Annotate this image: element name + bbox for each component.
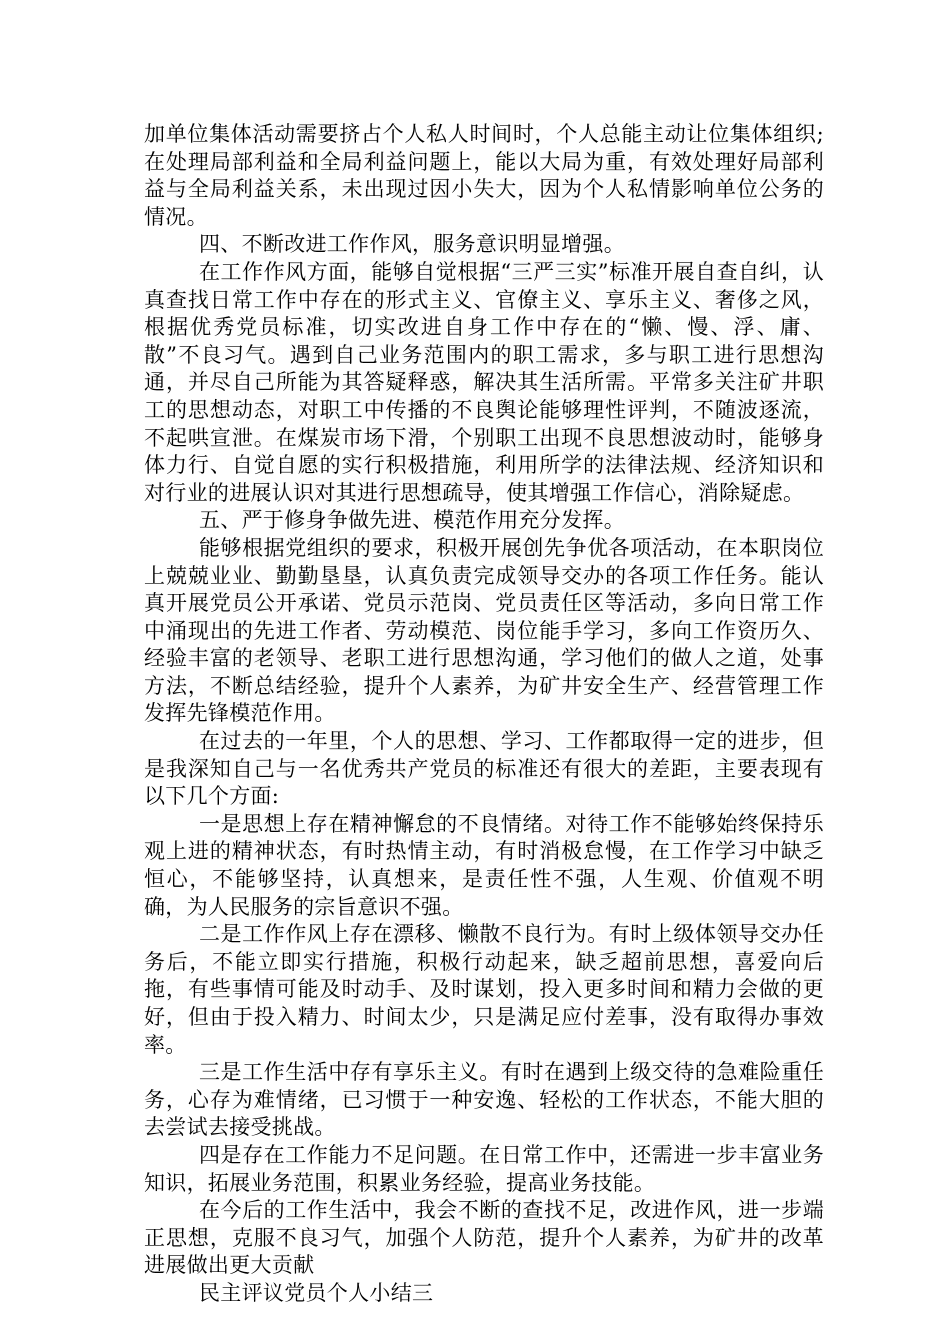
paragraph-shortcoming-3: 三是工作生活中存有享乐主义。有时在遇到上级交待的急难险重任务，心存为难情绪，已习惯于一种安逸、轻松的工作状态，不能大胆的去尝试去接受挑战。 (144, 1060, 824, 1140)
section-heading-work-style: 四、不断改进工作作风，服务意识明显增强。 (199, 232, 625, 257)
paragraph-role-model: 能够根据党组织的要求，积极开展创先争优各项活动，在本职岗位上兢兢业业、勤勤垦垦，认真负责完成领导交办的各项工作任务。能认真开展党员公开承诺、党员示范岗、党员责任区等活动，多向日常工作中涌现出的先进工作者、劳动模范、岗位能手学习，多向工作资历久、经验丰富的老领导、老职工进行思想沟通，学习他们的做人之道，处事方法，不断总结经验，提升个人素养，为矿井安全生产、经营管理工作发挥先锋模范作用。 (144, 535, 824, 726)
section-heading-role-model: 五、严于修身争做先进、模范作用充分发挥。 (199, 508, 625, 533)
next-section-title: 民主评议党员个人小结三 (199, 1280, 434, 1305)
paragraph-shortcomings-intro: 在过去的一年里，个人的思想、学习、工作都取得一定的进步，但是我深知自己与一名优秀共产党员的标准还有很大的差距，主要表现有以下几个方面: (144, 729, 824, 809)
paragraph-shortcoming-2: 二是工作作风上存在漂移、懒散不良行为。有时上级体领导交办任务后，不能立即实行措施，积极行动起来，缺乏超前思想，喜爱向后拖，有些事情可能及时动手、及时谋划，投入更多时间和精力会做的更好，但由于投入精力、时间太少，只是满足应付差事，没有取得办事效率。 (144, 922, 824, 1057)
paragraph-shortcoming-4: 四是存在工作能力不足问题。在日常工作中，还需进一步丰富业务知识，拓展业务范围，积累业务经验，提高业务技能。 (144, 1142, 824, 1195)
paragraph-shortcoming-1: 一是思想上存在精神懈怠的不良情绪。对待工作不能够始终保持乐观上进的精神状态，有时热情主动，有时消极怠慢，在工作学习中缺乏恒心，不能够坚持，认真想来，是责任性不强，人生观、价值观不明确，为人民服务的宗旨意识不强。 (144, 811, 824, 919)
paragraph-continuation: 加单位集体活动需要挤占个人私人时间时，个人总能主动让位集体组织;在处理局部利益和全局利益问题上，能以大局为重，有效处理好局部利益与全局利益关系，未出现过因小失大，因为个人私情影响单位公务的情况。 (144, 122, 824, 229)
document-body (144, 121, 824, 1308)
paragraph-conclusion: 在今后的工作生活中，我会不断的查找不足，改进作风，进一步端正思想，克服不良习气，加强个人防范，提升个人素养，为矿井的改革进展做出更大贡献 (144, 1198, 824, 1278)
paragraph-work-style: 在工作作风方面，能够自觉根据“三严三实”标准开展自查自纠，认真查找日常工作中存在的形式主义、官僚主义、享乐主义、奢侈之风，根据优秀党员标准，切实改进自身工作中存在的“懒、慢、浮、庸、散”不良习气。遇到自己业务范围内的职工需求，多与职工进行思想沟通，并尽自己所能为其答疑释惑，解决其生活所需。平常多关注矿井职工的思想动态，对职工中传播的不良舆论能够理性评判，不随波逐流，不起哄宣泄。在煤炭市场下滑，个别职工出现不良思想波动时，能够身体力行、自觉自愿的实行积极措施，利用所学的法律法规、经济知识和对行业的进展认识对其进行思想疏导，使其增强工作信心，消除疑虑。 (144, 259, 824, 505)
